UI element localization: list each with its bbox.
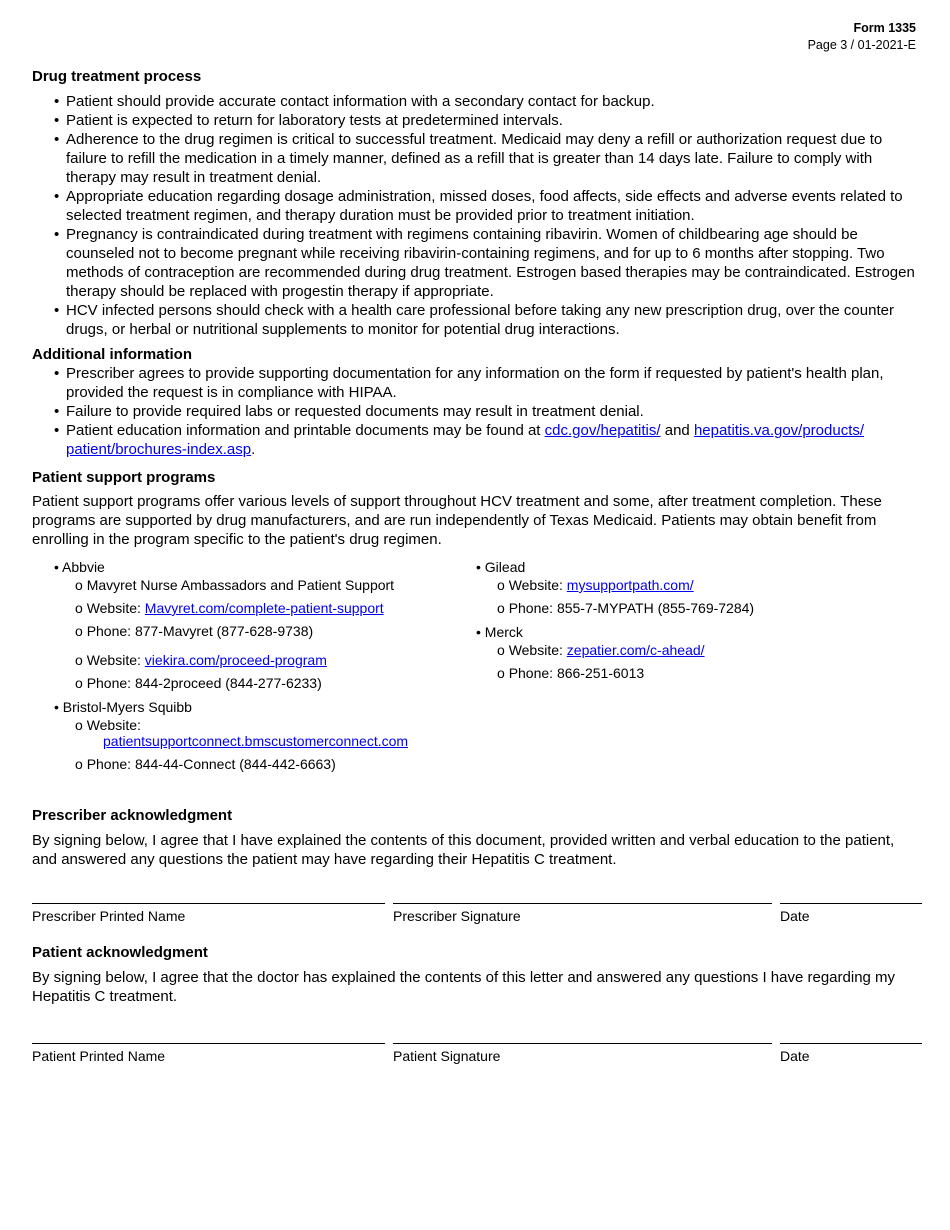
bms-phone: o Phone: 844-44-Connect (844-442-6663) [75, 756, 336, 772]
drug-treatment-title: Drug treatment process [32, 68, 202, 85]
prescriber-date-label: Date [780, 908, 810, 924]
page-header [808, 20, 916, 54]
patient-ack-title: Patient acknowledgment [32, 944, 208, 961]
prescriber-signature-line[interactable] [393, 903, 772, 904]
support-programs-intro: Patient support programs offer various levels of support throughout HCV treatment and some, after treatment completion. These programs are supported by drug manufacturers, and are run independently of Texas Medicaid. Patients may obtain benefit from enrolling in the program specific to the patient's drug regimen. [32, 493, 882, 548]
gilead-link[interactable]: mysupportpath.com/ [566, 577, 694, 593]
cdc-hepatitis-link[interactable]: cdc.gov/hepatitis/ [544, 422, 661, 439]
prescriber-date-line[interactable] [780, 903, 922, 904]
abbvie-program: o Mavyret Nurse Ambassadors and Patient Support [75, 577, 395, 593]
abbvie-website-2: o Website: viekira.com/proceed-program [75, 652, 327, 668]
merck-website: o Website: zepatier.com/c-ahead/ [497, 642, 705, 658]
bms-website-label: o Website: [75, 717, 141, 733]
list-item: • Pregnancy is contraindicated during treatment with regimens containing ribavirin. Women of childbearing age should be counseled not to become pregnant while receiving ribavirin-containing regimens, and for up to 6 months after stopping. Two methods of contraception are recommended during drug treatment. Estrogen based therapies may be contraindicated. Estrogen therapy should be replaced with progestin therapy if appropriate. [54, 226, 915, 300]
patient-signature-label: Patient Signature [393, 1048, 501, 1064]
abbvie-website-1: o Website: Mavyret.com/complete-patient-support [75, 600, 384, 616]
abbvie-item: • Abbvie [54, 559, 105, 575]
support-programs-title: Patient support programs [32, 469, 216, 486]
list-item: • Patient is expected to return for laboratory tests at predetermined intervals. [54, 112, 563, 129]
patient-signature-line[interactable] [393, 1043, 772, 1044]
prescriber-ack-text: By signing below, I agree that I have explained the contents of this document, provided written and verbal education to the patient, and answered any questions the patient may have regarding their Hepatitis C treatment. [32, 832, 895, 868]
viekira-link[interactable]: viekira.com/proceed-program [144, 652, 327, 668]
merck-item: • Merck [476, 624, 523, 640]
list-item: • Appropriate education regarding dosage administration, missed doses, food affects, side effects and adverse events related to selected treatment regimen, and therapy duration must be provided prior to treatment initiation. [54, 188, 903, 224]
abbvie-phone-2: o Phone: 844-2proceed (844-277-6233) [75, 675, 322, 691]
prescriber-ack-title: Prescriber acknowledgment [32, 807, 233, 824]
patient-ack-text: By signing below, I agree that the doctor has explained the contents of this letter and answered any questions I have regarding my Hepatitis C treatment. [32, 969, 896, 1005]
list-item: • Prescriber agrees to provide supporting documentation for any information on the form if requested by patient's health plan, provided the request is in compliance with HIPAA. [54, 365, 884, 401]
abbvie-phone-1: o Phone: 877-Mavyret (877-628-9738) [75, 623, 314, 639]
patient-date-label: Date [780, 1048, 810, 1064]
additional-info-title: Additional information [32, 346, 192, 363]
form-number: Form 1335 [853, 21, 916, 35]
merck-phone: o Phone: 866-251-6013 [497, 665, 645, 681]
patient-name-line[interactable] [32, 1043, 385, 1044]
mavyret-link[interactable]: Mavyret.com/complete-patient-support [144, 600, 384, 616]
va-brochures-link[interactable]: hepatitis.va.gov/products/ patient/brochures-index.asp [66, 422, 865, 458]
patient-date-line[interactable] [780, 1043, 922, 1044]
prescriber-name-label: Prescriber Printed Name [32, 908, 186, 924]
gilead-website: o Website: mysupportpath.com/ [497, 577, 694, 593]
patient-name-label: Patient Printed Name [32, 1048, 166, 1064]
drug-treatment-list [54, 92, 916, 339]
prescriber-signature-label: Prescriber Signature [393, 908, 521, 924]
list-item: • Failure to provide required labs or requested documents may result in treatment denial. [54, 403, 644, 420]
gilead-phone: o Phone: 855-7-MYPATH (855-769-7284) [497, 600, 755, 616]
page-info: Page 3 / 01-2021-E [807, 38, 916, 52]
merck-link[interactable]: zepatier.com/c-ahead/ [566, 642, 705, 658]
additional-info-list [54, 364, 916, 459]
list-item: • Patient should provide accurate contact information with a secondary contact for backup. [54, 93, 655, 110]
list-item: • Adherence to the drug regimen is critical to successful treatment. Medicaid may deny a refill or authorization request due to failure to refill the medication in a timely manner, defined as a refill that is greater than 14 days late. Failure to comply with therapy may result in treatment denial. [54, 131, 883, 186]
prescriber-name-line[interactable] [32, 903, 385, 904]
bms-link[interactable]: patientsupportconnect.bmscustomerconnect.com [103, 733, 409, 749]
list-item: • Patient education information and printable documents may be found at cdc.gov/hepatitis/ and hepatitis.va.gov/products/ patient/brochures-index.asp. [54, 422, 865, 458]
bms-website [103, 732, 408, 750]
gilead-item: • Gilead [476, 559, 526, 575]
bms-item: • Bristol-Myers Squibb [54, 699, 192, 715]
list-item: • HCV infected persons should check with a health care professional before taking any new prescription drug, over the counter drugs, or herbal or nutritional supplements to monitor for potential drug interactions. [54, 302, 894, 338]
